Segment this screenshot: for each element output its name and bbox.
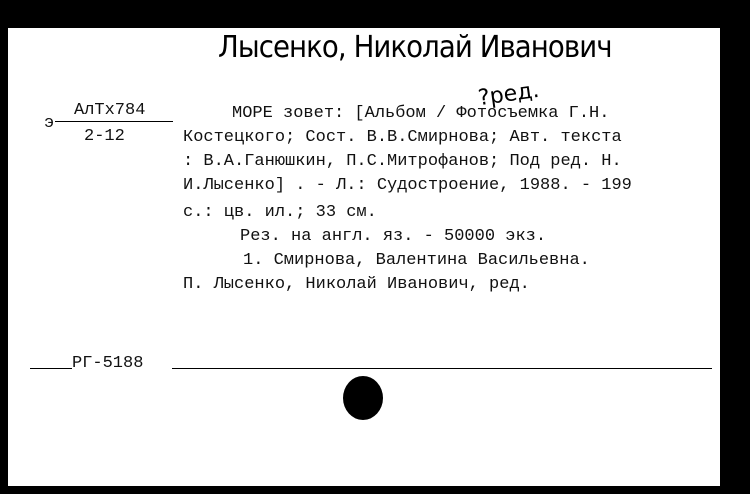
entry-line-1: МОРЕ зовет: [Альбом / Фотосъемка Г.Н.: [232, 104, 610, 123]
tracing-line-2: П. Лысенко, Николай Иванович, ред.: [183, 275, 530, 294]
shelfmark-divider: [55, 121, 173, 122]
mark-e: э: [44, 114, 55, 133]
handwritten-note: ?ред.: [476, 77, 541, 112]
shelfmark-top: АлТх784: [74, 101, 146, 120]
shelfmark-bottom: 2-12: [84, 127, 125, 146]
tracing-line-1: 1. Смирнова, Валентина Васильевна.: [243, 251, 590, 270]
record-rule-left: [30, 368, 72, 369]
entry-line-4: И.Лысенко] . - Л.: Судостроение, 1988. - 199: [183, 176, 632, 195]
record-rule-right: [172, 368, 712, 369]
record-number: РГ-5188: [72, 354, 144, 373]
card-punch-hole: [343, 376, 383, 420]
entry-line-3: : В.А.Ганюшкин, П.С.Митрофанов; Под ред. Н.: [183, 152, 622, 171]
entry-line-2: Костецкого; Сост. В.В.Смирнова; Авт. текста: [183, 128, 622, 147]
entry-line-5: с.: цв. ил.; 33 см.: [183, 203, 377, 222]
handwritten-heading: Лысенко, Николай Иванович: [218, 30, 612, 65]
entry-note-line: Рез. на англ. яз. - 50000 экз.: [240, 227, 547, 246]
